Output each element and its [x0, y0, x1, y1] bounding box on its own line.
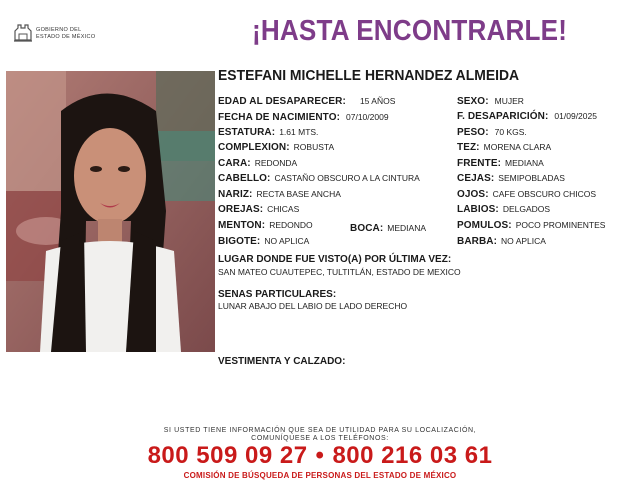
person-photo: [6, 71, 215, 352]
field-value: MUJER: [494, 96, 524, 106]
field-value: CHICAS: [267, 204, 300, 214]
field-label: SEXO:: [457, 96, 489, 107]
logo-line-2: ESTADO DE MÉXICO: [36, 33, 96, 40]
field-label: CEJAS:: [457, 173, 495, 184]
phone-number-2[interactable]: 800 216 03 61: [332, 442, 493, 469]
commission-name: COMISIÓN DE BÚSQUEDA DE PERSONAS DEL ESTADO DE MÉXICO: [183, 471, 457, 480]
field-value: SEMIPOBLADAS: [498, 173, 565, 183]
field-lips: [457, 204, 550, 215]
field-value: NO APLICA: [501, 236, 546, 246]
separator-dot: •: [315, 442, 325, 469]
person-name: ESTEFANI MICHELLE HERNANDEZ ALMEIDA: [218, 68, 520, 84]
field-age: [218, 96, 395, 107]
field-value: CASTAÑO OBSCURO A LA CINTURA: [274, 173, 420, 183]
last-seen-label: LUGAR DONDE FUE VISTO(A) POR ÚLTIMA VEZ:: [218, 254, 452, 265]
field-label: FRENTE:: [457, 158, 502, 169]
field-value: MEDIANA: [505, 158, 544, 168]
field-chin: [218, 220, 313, 231]
field-birth-date: [218, 112, 389, 123]
field-label: BOCA:: [350, 223, 384, 234]
field-value: RECTA BASE ANCHA: [256, 189, 341, 199]
field-value: NO APLICA: [264, 236, 310, 246]
phone-number-1[interactable]: 800 509 09 27: [147, 442, 308, 469]
field-label: COMPLEXION:: [218, 142, 290, 153]
field-mouth: [350, 223, 426, 234]
field-height: [218, 127, 318, 138]
field-label: BIGOTE:: [218, 236, 261, 247]
field-mustache: [218, 236, 309, 247]
contact-note-line-2: COMUNÍQUESE A LOS TELÉFONOS:: [251, 435, 389, 442]
coat-of-arms-icon: [12, 22, 34, 44]
portrait-illustration: [6, 71, 215, 352]
field-ears: [218, 204, 299, 215]
field-cheekbones: [457, 220, 605, 231]
field-value: 1.61 MTS.: [279, 127, 319, 137]
field-value: MEDIANA: [387, 223, 427, 233]
field-weight: [457, 127, 527, 138]
field-label: LABIOS:: [457, 204, 499, 215]
field-skin-tone: [457, 142, 551, 153]
field-label: NARIZ:: [218, 189, 253, 200]
government-logo: [12, 22, 122, 44]
field-value: POCO PROMINENTES: [515, 220, 606, 230]
field-value: MORENA CLARA: [483, 142, 552, 152]
field-label: POMULOS:: [457, 220, 512, 231]
field-eyes: [457, 189, 596, 200]
field-hair: [218, 173, 420, 184]
field-complexion: [218, 142, 334, 153]
field-value: 01/09/2025: [554, 111, 597, 121]
page-headline: ¡HASTA ENCONTRARLE!: [252, 15, 568, 47]
field-value: REDONDA: [254, 158, 298, 168]
distinctive-marks-value: LUNAR ABAJO DEL LABIO DE LADO DERECHO: [218, 301, 408, 311]
field-label: FECHA DE NACIMIENTO:: [218, 112, 340, 123]
logo-line-1: GOBIERNO DEL: [36, 27, 82, 33]
field-disappearance-date: [457, 111, 597, 122]
field-value: REDONDO: [269, 220, 313, 230]
field-value: 70 KGS.: [494, 127, 527, 137]
field-label: CABELLO:: [218, 173, 271, 184]
contact-note-line-1: SI USTED TIENE INFORMACIÓN QUE SEA DE UTILIDAD PARA SU LOCALIZACIÓN,: [163, 427, 477, 434]
last-seen-value: SAN MATEO CUAUTEPEC, TULTITLÁN, ESTADO DE MEXICO: [218, 267, 461, 277]
field-label: CARA:: [218, 158, 251, 169]
field-face: [218, 158, 297, 169]
field-label: ESTATURA:: [218, 127, 276, 138]
field-value: CAFE OBSCURO CHICOS: [492, 189, 597, 199]
logo-text: [36, 27, 95, 40]
field-nose: [218, 189, 341, 200]
field-sex: [457, 96, 524, 107]
field-value: 15 AÑOS: [359, 96, 396, 106]
distinctive-marks-label: SENAS PARTICULARES:: [218, 289, 337, 300]
field-beard: [457, 236, 546, 247]
field-value: 07/10/2009: [346, 112, 389, 122]
field-label: PESO:: [457, 127, 489, 138]
field-forehead: [457, 158, 544, 169]
field-label: MENTON:: [218, 220, 266, 231]
field-value: ROBUSTA: [293, 142, 335, 152]
field-value: DELGADOS: [502, 204, 551, 214]
field-eyebrows: [457, 173, 565, 184]
clothing-label: VESTIMENTA Y CALZADO:: [218, 356, 346, 367]
field-label: OREJAS:: [218, 204, 264, 215]
field-label: F. DESAPARICIÓN:: [457, 111, 549, 122]
field-label: EDAD AL DESAPARECER:: [218, 96, 346, 107]
phone-numbers: [0, 442, 640, 470]
field-label: TEZ:: [457, 142, 480, 153]
field-label: BARBA:: [457, 236, 498, 247]
field-label: OJOS:: [457, 189, 489, 200]
